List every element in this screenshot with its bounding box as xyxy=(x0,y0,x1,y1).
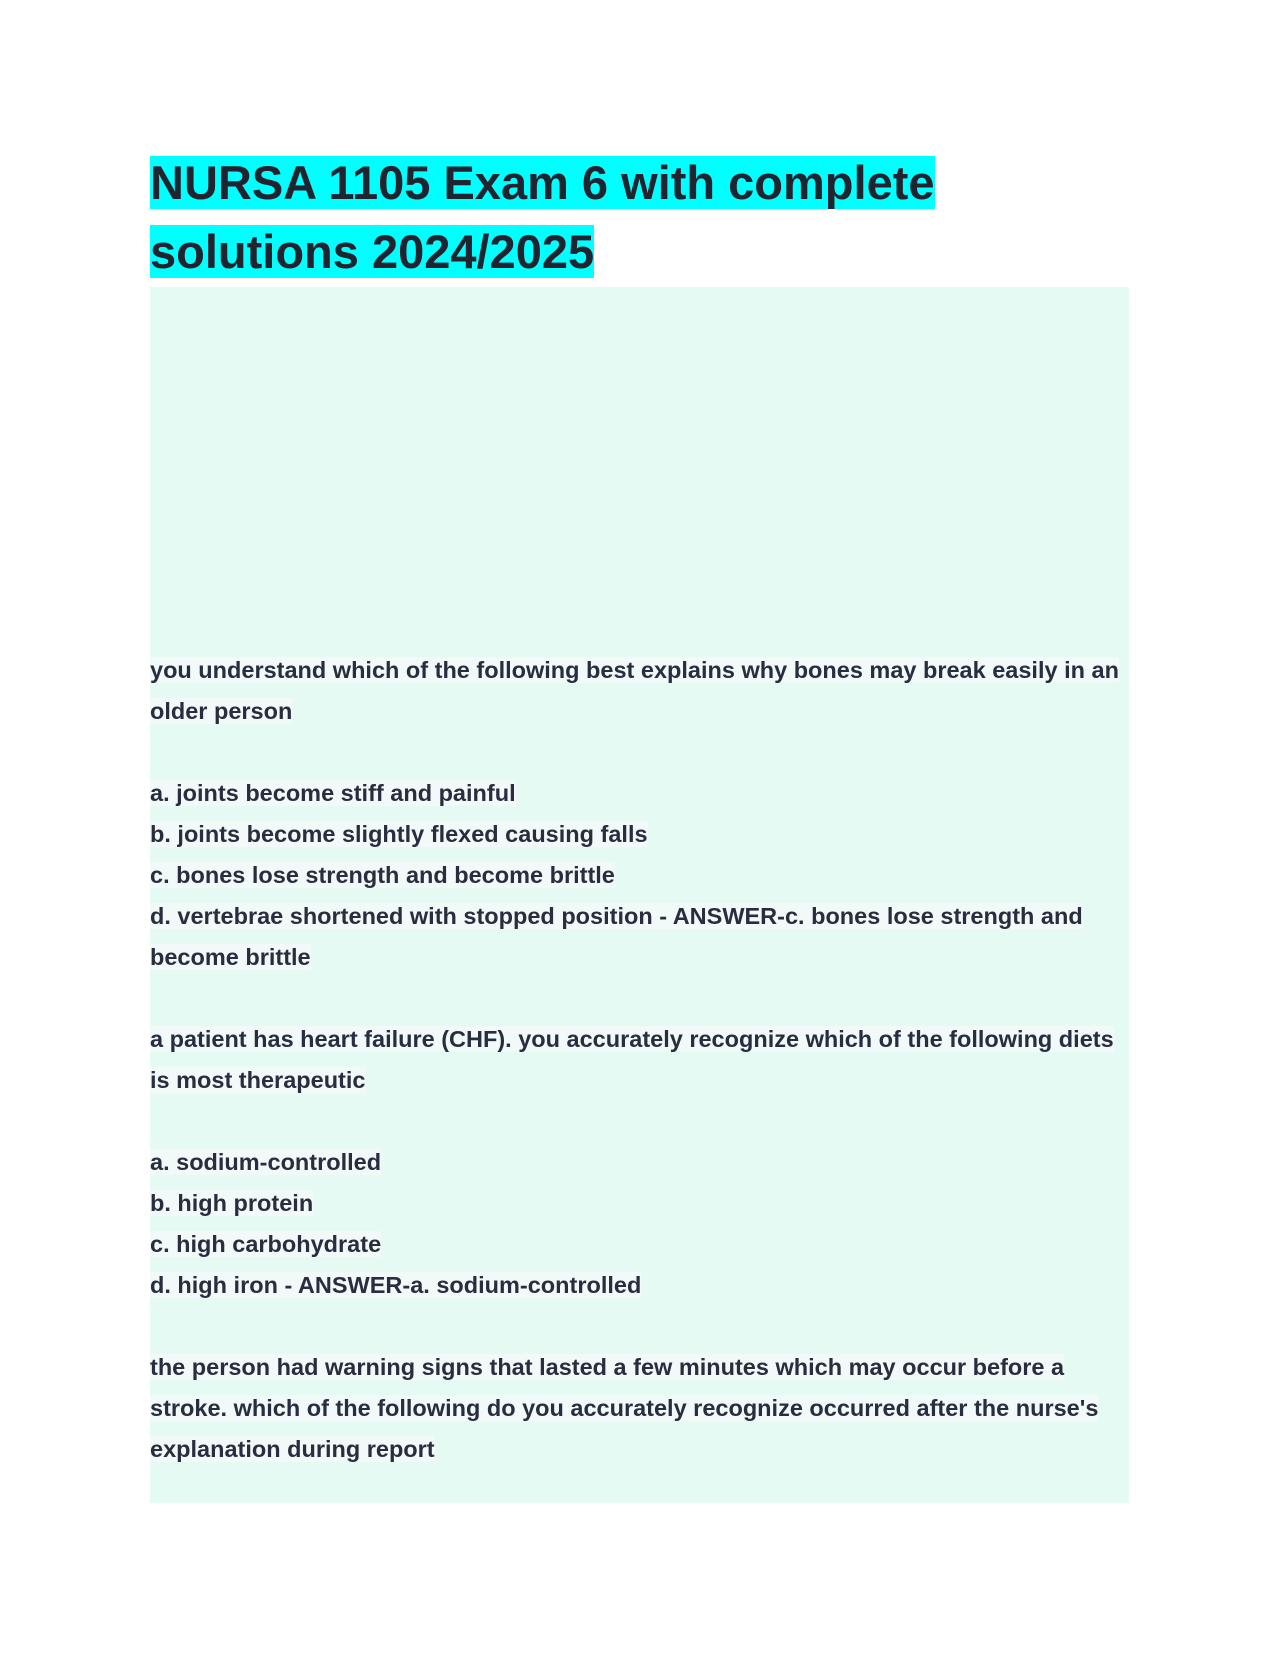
answer-option-with-answer: d. high iron - ANSWER-a. sodium-controlled xyxy=(150,1272,642,1298)
document-title xyxy=(150,148,1150,286)
document-title-text: NURSA 1105 Exam 6 with complete solutions 2024/2025 xyxy=(150,156,935,278)
question-item xyxy=(150,650,1135,978)
answer-option: a. sodium-controlled xyxy=(150,1149,382,1175)
question-text: you understand which of the following best explains why bones may break easily in an older person xyxy=(150,657,1119,724)
question-text: the person had warning signs that lasted a few minutes which may occur before a stroke. which of the following do you accurately recognize occurred after the nurse's explanation during report xyxy=(150,1354,1099,1462)
answer-option-with-answer: d. vertebrae shortened with stopped position - ANSWER-c. bones lose strength and become brittle xyxy=(150,903,1083,970)
question-list xyxy=(150,650,1135,1470)
answer-option: b. high protein xyxy=(150,1190,314,1216)
question-item xyxy=(150,1347,1135,1470)
answer-option: a. joints become stiff and painful xyxy=(150,780,516,806)
question-text: a patient has heart failure (CHF). you accurately recognize which of the following diets is most therapeutic xyxy=(150,1026,1114,1093)
answer-option: c. bones lose strength and become brittle xyxy=(150,862,615,888)
answer-option: b. joints become slightly flexed causing falls xyxy=(150,821,648,847)
question-item xyxy=(150,1019,1135,1306)
answer-option: c. high carbohydrate xyxy=(150,1231,382,1257)
